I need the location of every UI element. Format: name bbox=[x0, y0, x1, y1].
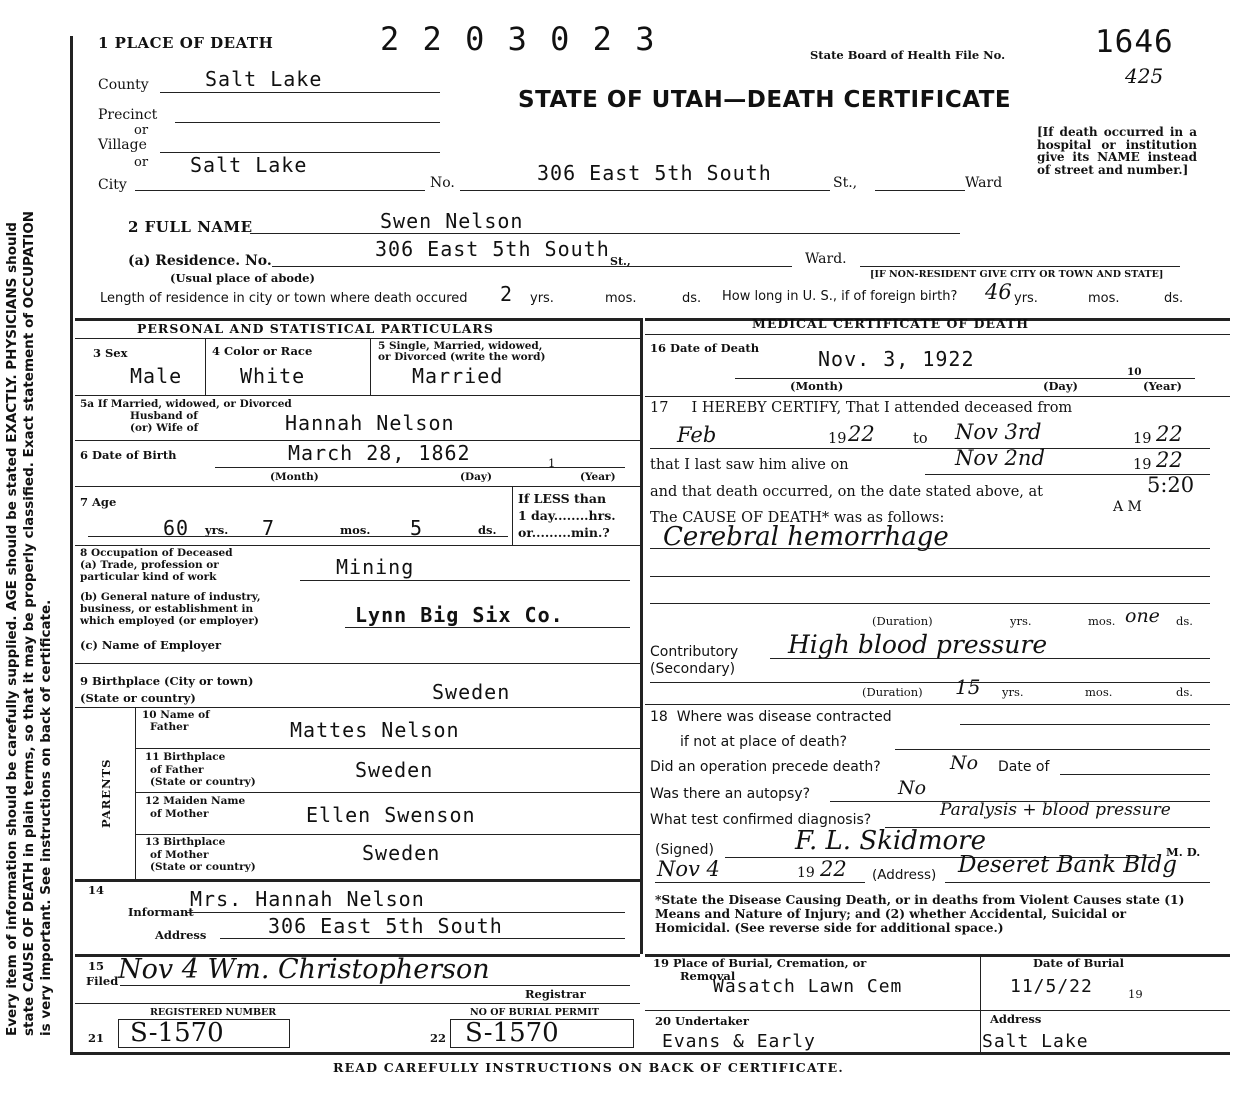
dob-day-label: (Day) bbox=[460, 471, 492, 483]
father-bp-line bbox=[135, 792, 640, 793]
length-ds-label: ds. bbox=[682, 291, 702, 306]
hospital-note: [If death occurred in a hospital or institution give its NAME instead of street and number.] bbox=[1037, 125, 1197, 177]
us-ds-label: ds. bbox=[1164, 291, 1184, 306]
color-label: 4 Color or Race bbox=[212, 344, 313, 358]
father-bp-label-3: (State or country) bbox=[150, 776, 256, 788]
operation-date-label: Date of bbox=[998, 759, 1050, 775]
signed-label: (Signed) bbox=[655, 842, 714, 858]
father-bp-value: Sweden bbox=[355, 758, 434, 782]
marital-value: Married bbox=[412, 364, 504, 388]
autopsy-value: No bbox=[898, 777, 927, 799]
sex-divider bbox=[205, 338, 206, 395]
age-underline bbox=[88, 536, 508, 537]
duration-mos-value: one bbox=[1125, 605, 1160, 627]
duration-mos-label: mos. bbox=[1088, 614, 1116, 628]
city-label: City bbox=[98, 177, 127, 193]
residence-ward-label: Ward. bbox=[805, 251, 847, 267]
address-value: Deseret Bank Bldg bbox=[958, 852, 1178, 878]
burial-permit-label: NO OF BURIAL PERMIT bbox=[470, 1007, 599, 1018]
age-yrs-label: yrs. bbox=[205, 523, 229, 537]
duration2-years-value: 15 bbox=[955, 675, 981, 699]
less-label-2: 1 day........hrs. bbox=[518, 508, 616, 523]
duration2-yrs-label: yrs. bbox=[1002, 685, 1024, 699]
residence-ward-underline bbox=[860, 266, 1180, 267]
informant-underline bbox=[185, 912, 625, 913]
occupation-value: Mining bbox=[336, 555, 415, 579]
less-label-3: or.........min.? bbox=[518, 525, 610, 540]
side-instruction-line: Every item of information should be carefully supplied. AGE should be stated EXACTLY. PHYSICIANS should bbox=[4, 222, 20, 1036]
length-years-value: 2 bbox=[500, 282, 514, 306]
birthplace-label-2: (State or country) bbox=[80, 691, 196, 705]
sex-value: Male bbox=[130, 364, 183, 388]
filed-value: Nov 4 Wm. Christopherson bbox=[118, 954, 490, 985]
contracted-label-1: 18 Where was disease contracted bbox=[650, 709, 892, 725]
undertaker-address-value: Salt Lake bbox=[982, 1031, 1089, 1052]
autopsy-label: Was there an autopsy? bbox=[650, 786, 811, 802]
industry-underline bbox=[345, 627, 630, 628]
side-instructions bbox=[4, 211, 55, 1036]
center-divider bbox=[640, 318, 643, 954]
duration2-label: (Duration) bbox=[862, 685, 923, 699]
duration-ds-label: ds. bbox=[1176, 614, 1193, 628]
sex-label: 3 Sex bbox=[93, 346, 128, 360]
father-value: Mattes Nelson bbox=[290, 718, 460, 742]
operation-value: No bbox=[950, 752, 979, 774]
mother-bp-label-3: (State or country) bbox=[150, 861, 256, 873]
employer-label: (c) Name of Employer bbox=[80, 638, 222, 652]
row-line-6 bbox=[75, 707, 640, 708]
spouse-label-1: 5a If Married, widowed, or Divorced bbox=[80, 398, 292, 410]
footer-text: READ CAREFULLY INSTRUCTIONS ON BACK OF CERTIFICATE. bbox=[333, 1060, 844, 1075]
duration2-mos-label: mos. bbox=[1085, 685, 1113, 699]
age-label: 7 Age bbox=[80, 495, 117, 509]
residence-st-label: St., bbox=[610, 255, 631, 268]
cause-value: Cerebral hemorrhage bbox=[663, 522, 949, 552]
sign-date-underline bbox=[655, 882, 865, 883]
test-value: Paralysis + blood pressure bbox=[940, 800, 1171, 820]
mother-value: Ellen Swenson bbox=[306, 803, 476, 827]
burial-place-value: Wasatch Lawn Cem bbox=[713, 976, 903, 997]
dob-year-label: (Year) bbox=[580, 471, 616, 483]
occurred-label: and that death occurred, on the date stated above, at bbox=[650, 484, 1043, 500]
contributory-line-1 bbox=[770, 658, 1210, 659]
dod-value: Nov. 3, 1922 bbox=[818, 347, 975, 371]
contracted-label-2: if not at place of death? bbox=[680, 734, 848, 750]
medical-footnote: *State the Disease Causing Death, or in deaths from Violent Causes state (1) Means and Nature of Injury; and (2) whether Accidental, Suicidal or Homicidal. (See reverse side for additional space.) bbox=[655, 892, 1185, 935]
md-label: M. D. bbox=[1166, 845, 1201, 859]
dod-day-label: (Day) bbox=[1043, 379, 1078, 393]
medical-row-line-2 bbox=[645, 704, 1230, 705]
operation-underline bbox=[1060, 774, 1210, 775]
mother-bp-label-1: 13 Birthplace bbox=[145, 836, 226, 848]
color-divider bbox=[370, 338, 371, 395]
or-label-2: or bbox=[134, 155, 149, 170]
last-saw-label: that I last saw him alive on bbox=[650, 457, 849, 473]
length-yrs-label: yrs. bbox=[530, 291, 554, 306]
burial-permit-value: S-1570 bbox=[465, 1018, 559, 1048]
full-name-underline bbox=[250, 233, 960, 234]
state-board-file-no: 1646 bbox=[1095, 24, 1174, 60]
occupation-label-1: 8 Occupation of Deceased bbox=[80, 547, 233, 559]
am-pm-value: A M bbox=[1113, 499, 1142, 515]
mother-label-2: of Mother bbox=[150, 808, 209, 820]
or-label-1: or bbox=[134, 123, 149, 138]
cause-line-2 bbox=[650, 576, 1210, 577]
city-underline bbox=[135, 190, 425, 191]
dob-month-label: (Month) bbox=[270, 471, 319, 483]
mother-bp-value: Sweden bbox=[362, 841, 441, 865]
personal-header: PERSONAL AND STATISTICAL PARTICULARS bbox=[137, 321, 494, 336]
dob-label: 6 Date of Birth bbox=[80, 448, 177, 462]
row-line-5 bbox=[75, 663, 640, 664]
dob-underline bbox=[215, 467, 625, 468]
parents-label: PARENTS bbox=[99, 758, 113, 828]
contributory-line-2 bbox=[650, 682, 1210, 683]
to-year-prefix: 19 bbox=[1133, 431, 1152, 447]
burial-divider bbox=[980, 954, 981, 1010]
burial-bottom-line bbox=[645, 1010, 1230, 1011]
contracted-underline-1 bbox=[960, 724, 1210, 725]
last-saw-value: Nov 2nd bbox=[955, 446, 1045, 470]
village-label: Village bbox=[98, 137, 147, 153]
attended-from-value: Feb bbox=[677, 423, 717, 447]
father-label-2: Father bbox=[150, 721, 189, 733]
bottom-border bbox=[70, 1052, 1230, 1055]
county-underline bbox=[160, 92, 440, 93]
cause-label: The CAUSE OF DEATH* was as follows: bbox=[650, 510, 945, 526]
residence-underline bbox=[272, 266, 792, 267]
registered-num-21: 21 bbox=[88, 1031, 105, 1045]
us-yrs-label: yrs. bbox=[1014, 291, 1038, 306]
parents-divider bbox=[135, 707, 136, 879]
industry-label-2: business, or establishment in bbox=[80, 603, 254, 615]
undertaker-label: 20 Undertaker bbox=[655, 1014, 749, 1028]
street-underline bbox=[460, 190, 830, 191]
side-instruction-line: is very important. See instructions on back of certificate. bbox=[38, 599, 54, 1036]
contracted-underline-2 bbox=[895, 749, 1210, 750]
duration-label: (Duration) bbox=[872, 614, 933, 628]
burial-date-suffix: 19 bbox=[1128, 987, 1143, 1001]
operation-label: Did an operation precede death? bbox=[650, 759, 881, 775]
contributory-label: Contributory bbox=[650, 644, 739, 660]
occupation-label-3: particular kind of work bbox=[80, 571, 217, 583]
street-value: 306 East 5th South bbox=[537, 161, 772, 185]
place-of-death-heading: 1 PLACE OF DEATH bbox=[98, 34, 274, 52]
personal-header-line bbox=[75, 338, 640, 339]
from-year-value: 22 bbox=[848, 422, 875, 446]
secondary-label: (Secondary) bbox=[650, 661, 736, 677]
father-bp-label-2: of Father bbox=[150, 764, 204, 776]
ward-label: Ward bbox=[965, 175, 1003, 191]
row-line-4 bbox=[75, 545, 640, 546]
full-name-value: Swen Nelson bbox=[380, 209, 524, 233]
burial-place-label-2: Removal bbox=[680, 969, 736, 983]
informant-address-value: 306 East 5th South bbox=[268, 914, 503, 938]
undertaker-address-label: Address bbox=[990, 1012, 1042, 1026]
spouse-label-3: (or) Wife of bbox=[130, 422, 199, 434]
informant-label: Informant bbox=[128, 905, 194, 919]
county-label: County bbox=[98, 77, 149, 93]
parents-bottom-line bbox=[75, 879, 640, 882]
row-line-3 bbox=[75, 486, 640, 487]
industry-label-3: which employed (or employer) bbox=[80, 615, 259, 627]
filed-label: Filed bbox=[86, 974, 119, 988]
ward-underline bbox=[875, 190, 965, 191]
us-years-value: 46 bbox=[985, 280, 1012, 304]
address-underline bbox=[945, 882, 1210, 883]
age-mos-label: mos. bbox=[340, 523, 371, 537]
nonresident-label: [IF NON-RESIDENT GIVE CITY OR TOWN AND STATE] bbox=[870, 269, 1164, 280]
father-bp-label-1: 11 Birthplace bbox=[145, 751, 226, 763]
mother-line bbox=[135, 834, 640, 835]
residence-value: 306 East 5th South bbox=[375, 237, 610, 261]
us-mos-label: mos. bbox=[1088, 291, 1120, 306]
duration-yrs-label: yrs. bbox=[1010, 614, 1032, 628]
mother-bp-label-2: of Mother bbox=[150, 849, 209, 861]
side-instruction-line: state CAUSE OF DEATH in plain terms, so that it may be properly classified. Exact statement of OCCUPATION bbox=[21, 210, 37, 1036]
from-year-prefix: 19 bbox=[828, 431, 847, 447]
less-label-1: If LESS than bbox=[518, 491, 607, 506]
color-value: White bbox=[240, 364, 306, 388]
dob-value: March 28, 1862 bbox=[288, 441, 471, 465]
corner-note: 425 bbox=[1125, 64, 1164, 88]
duration2-ds-label: ds. bbox=[1176, 685, 1193, 699]
burial-date-label: Date of Burial bbox=[1033, 956, 1125, 970]
residence-label: (a) Residence. No. bbox=[128, 253, 272, 269]
abode-label: (Usual place of abode) bbox=[170, 271, 315, 285]
state-board-label: State Board of Health File No. bbox=[810, 48, 1006, 62]
dod-label: 16 Date of Death bbox=[650, 341, 760, 355]
us-residence-label: How long in U. S., if of foreign birth? bbox=[722, 289, 958, 304]
mother-label-1: 12 Maiden Name bbox=[145, 795, 246, 807]
row-line-1 bbox=[75, 395, 640, 396]
age-months-value: 7 bbox=[262, 516, 276, 540]
certify-label: 17 I HEREBY CERTIFY, That I attended deceased from bbox=[650, 400, 1073, 416]
industry-value: Lynn Big Six Co. bbox=[355, 603, 564, 627]
father-label-1: 10 Name of bbox=[142, 709, 210, 721]
county-value: Salt Lake bbox=[205, 67, 323, 91]
sign-date-value: Nov 4 bbox=[657, 857, 720, 881]
medical-header-line bbox=[645, 334, 1230, 335]
cause-line-3 bbox=[650, 603, 1210, 604]
registered-number-label: REGISTERED NUMBER bbox=[150, 1007, 277, 1018]
certificate-title: STATE OF UTAH—DEATH CERTIFICATE bbox=[518, 87, 1012, 113]
certificate-number: 2 2 0 3 0 2 3 bbox=[380, 20, 657, 58]
medical-header: MEDICAL CERTIFICATE OF DEATH bbox=[752, 316, 1030, 331]
precinct-label: Precinct bbox=[98, 107, 158, 123]
undertaker-value: Evans & Early bbox=[662, 1031, 816, 1052]
sign-year-prefix: 19 bbox=[797, 865, 815, 881]
filed-num: 15 bbox=[88, 959, 105, 973]
dod-year-label: (Year) bbox=[1143, 379, 1182, 393]
age-days-value: 5 bbox=[410, 516, 424, 540]
burial-permit-num-22: 22 bbox=[430, 1031, 447, 1045]
father-line bbox=[135, 748, 640, 749]
left-border bbox=[70, 36, 73, 1052]
occupation-label-2: (a) Trade, profession or bbox=[80, 559, 219, 571]
birthplace-label-1: 9 Birthplace (City or town) bbox=[80, 674, 254, 688]
medical-row-line-1 bbox=[645, 396, 1230, 397]
dod-year-prefix: 10 bbox=[1127, 366, 1142, 378]
sign-year-value: 22 bbox=[820, 857, 847, 881]
test-label: What test confirmed diagnosis? bbox=[650, 812, 872, 828]
length-residence-label: Length of residence in city or town where death occured bbox=[100, 291, 468, 306]
informant-address-underline bbox=[220, 938, 625, 939]
address-label: (Address) bbox=[872, 867, 937, 883]
filed-bottom-line bbox=[75, 1003, 640, 1004]
filed-underline bbox=[120, 985, 630, 986]
attended-underline bbox=[650, 448, 1210, 449]
to-label: to bbox=[913, 431, 928, 447]
spouse-label-2: Husband of bbox=[130, 410, 198, 422]
attended-to-value: Nov 3rd bbox=[955, 420, 1042, 444]
burial-place-label-1: 19 Place of Burial, Cremation, or bbox=[653, 956, 867, 970]
time-value: 5:20 bbox=[1147, 473, 1195, 497]
undertaker-divider bbox=[980, 1010, 981, 1052]
length-mos-label: mos. bbox=[605, 291, 637, 306]
last-year-value: 22 bbox=[1156, 448, 1183, 472]
signed-value: F. L. Skidmore bbox=[795, 826, 986, 856]
last-year-prefix: 19 bbox=[1133, 457, 1152, 473]
birthplace-value: Sweden bbox=[432, 680, 511, 704]
informant-num: 14 bbox=[88, 883, 105, 897]
marital-label-1: 5 Single, Married, widowed, bbox=[378, 340, 543, 352]
to-year-value: 22 bbox=[1156, 422, 1183, 446]
informant-value: Mrs. Hannah Nelson bbox=[190, 887, 425, 911]
city-value: Salt Lake bbox=[190, 153, 308, 177]
age-years-value: 60 bbox=[163, 516, 190, 540]
dod-month-label: (Month) bbox=[790, 379, 844, 393]
registered-number-value: S-1570 bbox=[130, 1018, 224, 1048]
industry-label-1: (b) General nature of industry, bbox=[80, 591, 261, 603]
occupation-underline bbox=[300, 580, 630, 581]
informant-address-label: Address bbox=[155, 928, 207, 942]
age-divider bbox=[512, 486, 513, 545]
precinct-underline bbox=[175, 122, 440, 123]
age-ds-label: ds. bbox=[478, 523, 497, 537]
spouse-value: Hannah Nelson bbox=[285, 411, 455, 435]
cause-line-1 bbox=[650, 548, 1210, 549]
registrar-label: Registrar bbox=[525, 987, 586, 1001]
no-label: No. bbox=[430, 175, 455, 191]
full-name-label: 2 FULL NAME bbox=[128, 218, 253, 236]
contributory-value: High blood pressure bbox=[788, 630, 1048, 659]
dob-year-prefix: 1 bbox=[548, 456, 556, 470]
burial-date-value: 11/5/22 bbox=[1010, 976, 1093, 997]
marital-label-2: or Divorced (write the word) bbox=[378, 351, 546, 363]
st-label: St., bbox=[833, 175, 858, 191]
